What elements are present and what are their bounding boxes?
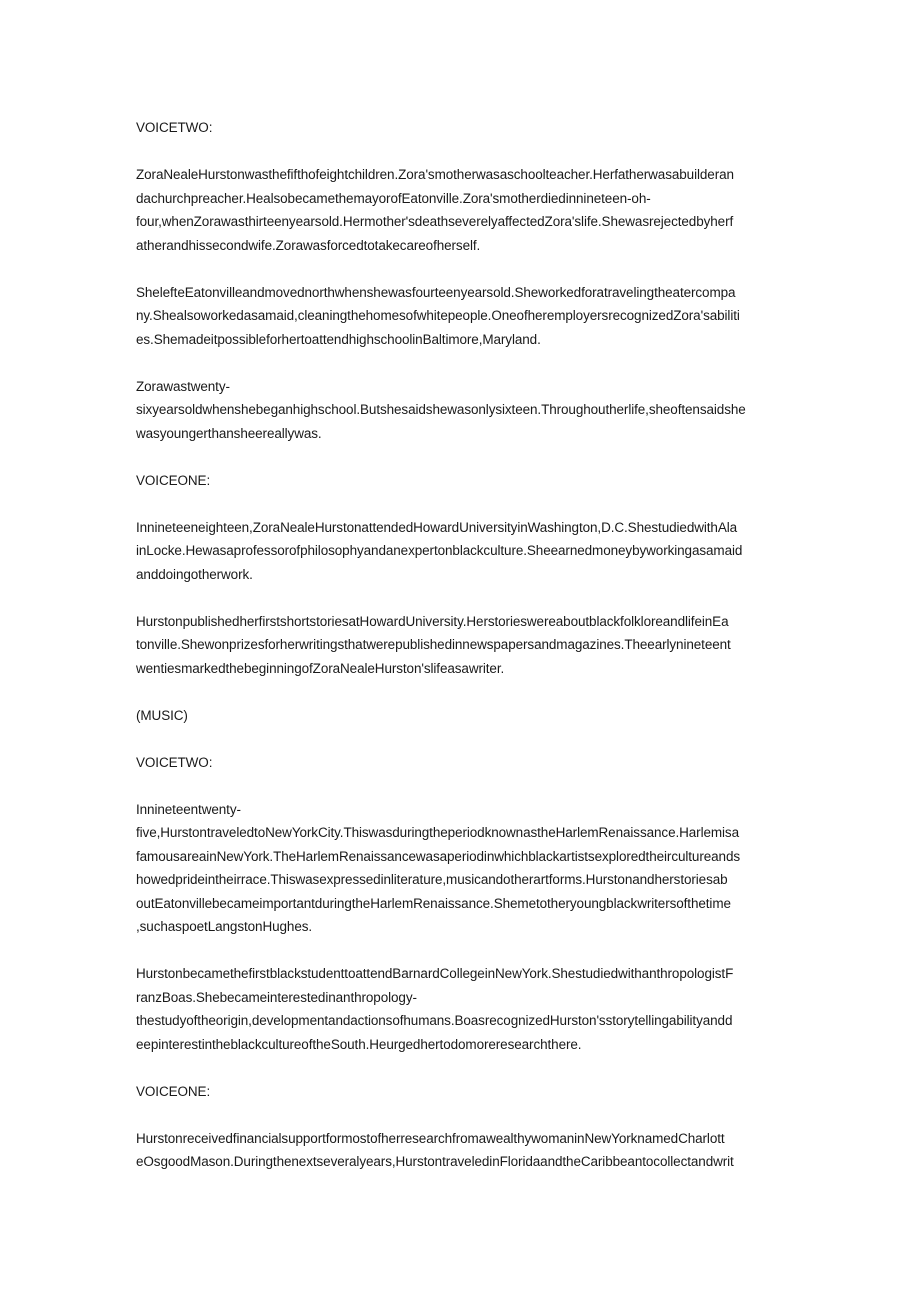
text-line: VOICEONE: <box>136 1083 211 1099</box>
text-line: ny.Shealsoworkedasamaid,cleaningthehomesofwhitepeople.OneofheremployersrecognizedZora'sabiliti <box>136 308 740 323</box>
text-line: HurstonreceivedfinancialsupportformostofherresearchfromawealthywomaninNewYorknamedCharlott <box>136 1130 725 1146</box>
text-line: five,HurstontraveledtoNewYorkCity.ThiswasduringtheperiodknownastheHarlemRenaissance.Harlemisa <box>136 825 739 840</box>
text-line: ranzBoas.Shebecameinterestedinanthropology- <box>136 989 417 1005</box>
stage-direction <box>136 704 786 728</box>
body-paragraph <box>136 798 786 939</box>
text-line: tonville.Shewonprizesforherwritingsthatwerepublishedinnewspapersandmagazines.Theearlynineteent <box>136 637 731 652</box>
text-line: atherandhissecondwife.Zorawasforcedtotakecareofherself. <box>136 237 481 253</box>
text-line: wentiesmarkedthebeginningofZoraNealeHurston'slifeasawriter. <box>136 660 505 676</box>
text-line: inLocke.Hewasaprofessorofphilosophyandanexpertonblackculture.Sheearnedmoneybyworkingasamaid <box>136 543 743 558</box>
speaker-label <box>136 116 786 140</box>
text-line: anddoingotherwork. <box>136 566 253 582</box>
text-line: thestudyoftheorigin,developmentandactionsofhumans.BoasrecognizedHurston'sstorytellingabilityandd <box>136 1013 733 1028</box>
text-line: VOICETWO: <box>136 754 213 770</box>
text-line: HurstonpublishedherfirstshortstoriesatHowardUniversity.HerstorieswereaboutblackfolkloreandlifeinEa <box>136 613 729 629</box>
text-line: Zorawastwenty- <box>136 378 230 394</box>
text-line: ShelefteEatonvilleandmovednorthwhenshewasfourteenyearsold.Sheworkedforatravelingtheatercompa <box>136 284 736 300</box>
text-line: Innineteentwenty- <box>136 801 241 817</box>
text-line: HurstonbecamethefirstblackstudenttoattendBarnardCollegeinNewYork.ShestudiedwithanthropologistF <box>136 966 734 981</box>
text-line: VOICEONE: <box>136 472 211 488</box>
body-paragraph <box>136 962 786 1056</box>
text-line: (MUSIC) <box>136 707 188 723</box>
text-line: eOsgoodMason.Duringthenextseveralyears,HurstontraveledinFloridaandtheCaribbeantocollectandwrit <box>136 1154 734 1169</box>
body-paragraph <box>136 163 786 257</box>
document-page <box>136 116 786 1197</box>
text-line: ,suchaspoetLangstonHughes. <box>136 919 313 934</box>
body-paragraph <box>136 281 786 352</box>
text-line: VOICETWO: <box>136 120 213 135</box>
text-line: Innineteeneighteen,ZoraNealeHurstonattendedHowardUniversityinWashington,D.C.ShestudiedwithAla <box>136 519 738 535</box>
body-paragraph <box>136 1127 786 1174</box>
text-line: outEatonvillebecameimportantduringtheHarlemRenaissance.Shemetotheryoungblackwritersofthetime <box>136 895 731 911</box>
text-line: four,whenZorawasthirteenyearsold.Hermother'sdeathseverelyaffectedZora'slife.Shewasrejectedbyherf <box>136 214 734 229</box>
body-paragraph <box>136 516 786 587</box>
speaker-label <box>136 751 786 775</box>
speaker-label <box>136 469 786 493</box>
speaker-label <box>136 1080 786 1104</box>
text-line: ZoraNealeHurstonwasthefifthofeightchildren.Zora'smotherwasaschoolteacher.Herfatherwasabuilderan <box>136 167 734 182</box>
body-paragraph <box>136 375 786 446</box>
text-line: howedprideintheirrace.Thiswasexpressedinliterature,musicandotherartforms.Hurstonandherstoriesab <box>136 872 728 887</box>
body-paragraph <box>136 610 786 681</box>
text-line: eepinterestintheblackcultureoftheSouth.Heurgedhertodomoreresearchthere. <box>136 1036 582 1052</box>
text-line: famousareainNewYork.TheHarlemRenaissancewasaperiodinwhichblackartistsexploredtheircultureands <box>136 848 741 864</box>
text-line: dachurchpreacher.HealsobecamethemayorofEatonville.Zora'smotherdiedinnineteen-oh- <box>136 190 651 206</box>
text-line: wasyoungerthansheereallywas. <box>136 425 322 441</box>
text-line: es.ShemadeitpossibleforhertoattendhighschoolinBaltimore,Maryland. <box>136 331 541 347</box>
text-line: sixyearsoldwhenshebeganhighschool.Butshesaidshewasonlysixteen.Throughoutherlife,sheoftensaidshe <box>136 402 746 417</box>
